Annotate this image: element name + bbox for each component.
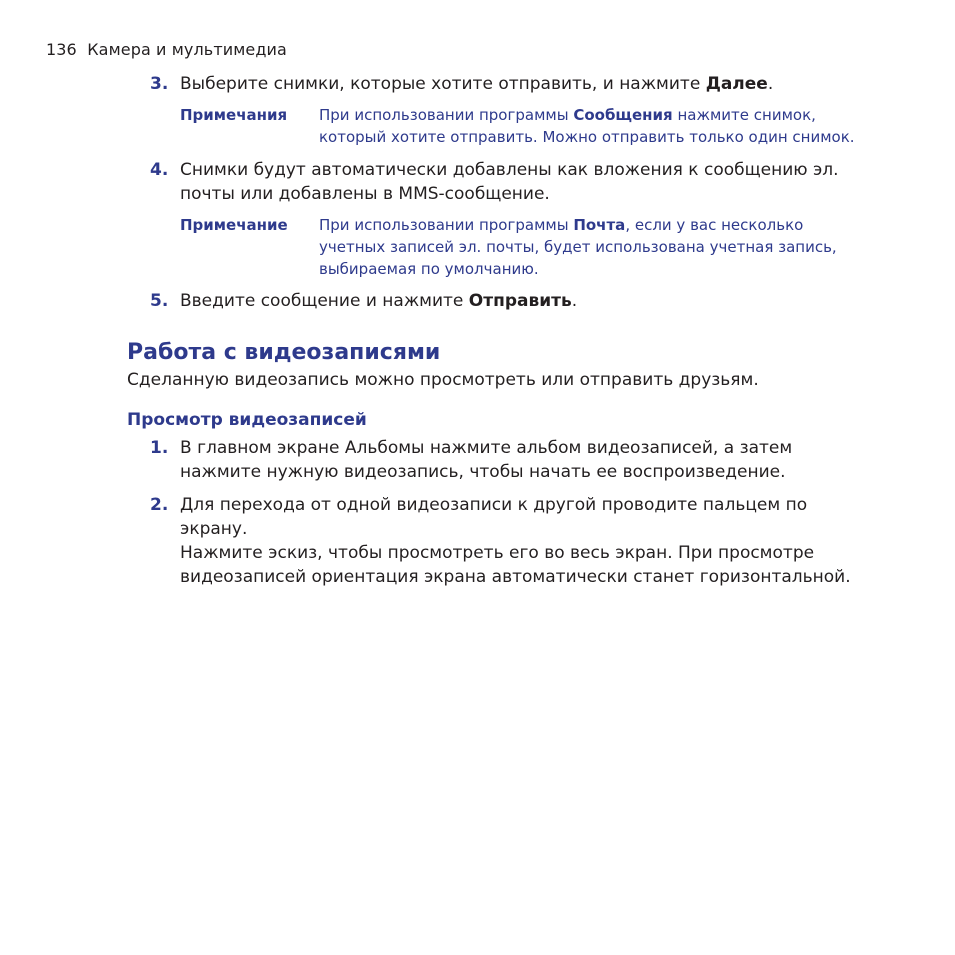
- step-number: 1.: [150, 438, 169, 458]
- ui-term-next: Далее: [705, 74, 768, 94]
- note-text-part: учетных записей эл. почты, будет использована учетная запись,: [319, 238, 837, 256]
- step-number: 2.: [150, 495, 169, 515]
- video-step-2: [150, 493, 870, 589]
- chapter-title: Камера и мультимедиа: [87, 40, 287, 59]
- step-text-part: Введите сообщение и нажмите: [180, 291, 469, 311]
- step-number: 3.: [150, 74, 169, 94]
- subsection-title: Просмотр видеозаписей: [127, 410, 367, 430]
- step-text: [180, 436, 870, 484]
- step-text-part: Снимки будут автоматически добавлены как вложения к сообщению эл.: [180, 160, 839, 180]
- step-text-part: Нажмите эскиз, чтобы просмотреть его во весь экран. При просмотре: [180, 543, 815, 563]
- step-text-part: .: [571, 291, 578, 311]
- step-5: [150, 289, 870, 313]
- step-text: [180, 493, 870, 589]
- page-number: 136: [46, 40, 77, 59]
- ui-term-messages: Сообщения: [573, 106, 673, 124]
- step-3: [150, 72, 870, 96]
- step-text-part: нажмите нужную видеозапись, чтобы начать ее воспроизведение.: [180, 462, 786, 482]
- step-text-part: почты или добавлены в MMS-сообщение.: [180, 184, 550, 204]
- section-intro: Сделанную видеозапись можно просмотреть или отправить друзьям.: [127, 370, 759, 390]
- step-text-part: В главном экране Альбомы нажмите альбом видеозаписей, а затем: [180, 438, 793, 458]
- step-text: [180, 289, 870, 313]
- note-messages: [180, 104, 860, 148]
- ui-term-mail: Почта: [573, 216, 626, 234]
- note-text-part: выбираемая по умолчанию.: [319, 260, 539, 278]
- section-title: Работа с видеозаписями: [127, 340, 441, 365]
- note-mail: [180, 214, 860, 280]
- step-number: 5.: [150, 291, 169, 311]
- step-number: 4.: [150, 160, 169, 180]
- step-text-part: Выберите снимки, которые хотите отправить, и нажмите: [180, 74, 706, 94]
- note-text-part: При использовании программы: [319, 216, 574, 234]
- page-header: [46, 40, 287, 59]
- note-body: [319, 104, 860, 148]
- step-4: [150, 158, 870, 206]
- step-text-part: видеозаписей ориентация экрана автоматически станет горизонтальной.: [180, 567, 851, 587]
- note-text-part: нажмите снимок,: [672, 106, 816, 124]
- video-step-1: [150, 436, 870, 484]
- step-text: [180, 158, 870, 206]
- step-text-part: .: [767, 74, 774, 94]
- note-text-part: , если у вас несколько: [625, 216, 804, 234]
- note-text-part: который хотите отправить. Можно отправить только один снимок.: [319, 128, 855, 146]
- step-text-part: Для перехода от одной видеозаписи к другой проводите пальцем по экрану.: [180, 495, 808, 539]
- ui-term-send: Отправить: [468, 291, 572, 311]
- note-text-part: При использовании программы: [319, 106, 574, 124]
- note-body: [319, 214, 860, 280]
- step-text: [180, 72, 870, 96]
- note-label: Примечания: [180, 106, 288, 124]
- note-label: Примечание: [180, 216, 288, 234]
